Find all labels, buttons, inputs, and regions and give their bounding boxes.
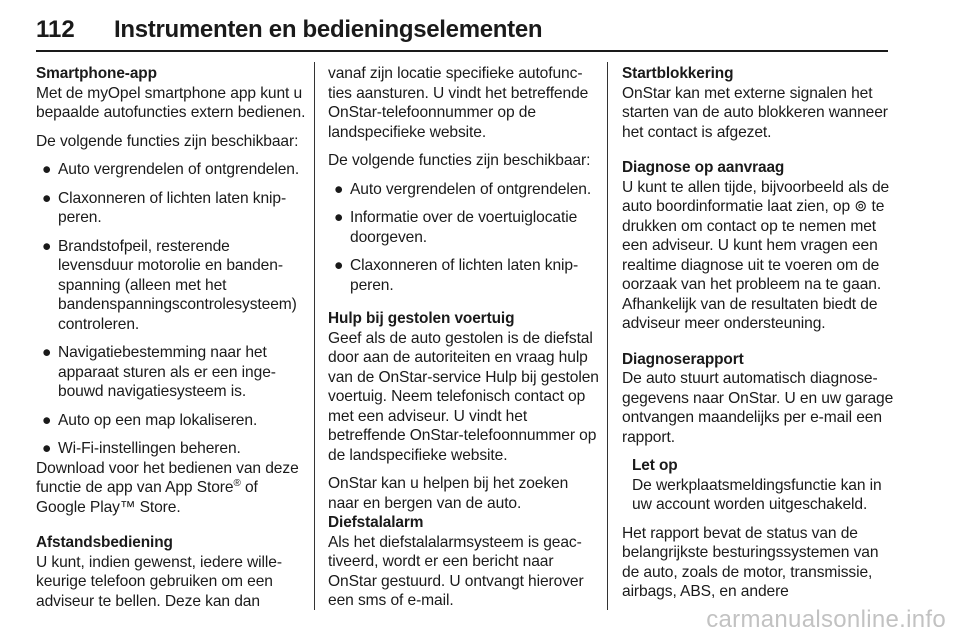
paragraph: U kunt, indien gewenst, iedere willekeurige telefoon gebruiken om een adviseur te bellen. Deze kan dan	[36, 553, 283, 610]
watermark-text: carmanualsonline.info	[706, 606, 946, 633]
section-title-smartphone-app: Smartphone-app	[36, 65, 157, 82]
list-item: ● Auto vergrendelen of ontgrendelen.	[334, 180, 592, 198]
page-number: 112	[36, 16, 75, 43]
bullet-list-smartphone	[36, 160, 308, 459]
bullet-icon: ●	[334, 257, 344, 274]
paragraph: Het rapport bevat de status van de belangrijkste besturingssystemen van de auto, zoals de motor, transmissie, airbags, ABS, en andere	[622, 524, 879, 600]
column-3	[622, 64, 894, 611]
paragraph: De volgende functies zijn beschikbaar:	[328, 152, 591, 169]
paragraph: Met de myOpel smartphone app kunt u bepaalde autofuncties extern bedienen.	[36, 84, 306, 121]
section-title-stolen-vehicle: Hulp bij gestolen voertuig	[328, 310, 515, 327]
list-item: ● Auto vergrendelen of ontgrendelen.	[42, 161, 300, 178]
list-item: ● Navigatiebestemming naar het apparaat sturen als er een ingebouwd navigatiesysteem is.	[42, 344, 276, 400]
column-2	[328, 64, 600, 620]
paragraph: Geef als de auto gestolen is de diefstal door aan de autoriteiten en vraag hulp van de OnStar-service Hulp bij gestolen voertuig. Neem telefonisch contact op met een adviseur. U vindt het betreffende OnStar-telefoonnummer op de landspecifieke website.	[328, 329, 599, 464]
page-header	[36, 14, 888, 54]
onstar-button-icon: ⊚	[854, 198, 868, 215]
list-item: ● Claxonneren of lichten laten knipperen.	[334, 257, 579, 294]
paragraph: OnStar kan met externe signalen het starten van de auto blokkeren wanneer het contact is afgezet.	[622, 84, 888, 141]
paragraph: vanaf zijn locatie specifieke autofuncties aansturen. U vindt het betreffende OnStar-telefoonnummer op de landspecifieke website.	[328, 65, 589, 141]
note-title: Let op	[632, 457, 678, 474]
bullet-icon: ●	[42, 344, 52, 361]
section-title-diagnostic-report: Diagnoserapport	[622, 350, 744, 368]
bullet-icon: ●	[334, 180, 344, 198]
list-item: ● Informatie over de voertuiglocatie doorgeven.	[334, 209, 578, 246]
paragraph: OnStar kan u helpen bij het zoeken naar en bergen van de auto.	[328, 475, 569, 512]
column-divider-1	[314, 62, 315, 610]
section-title-start-block: Startblokkering	[622, 65, 734, 82]
bullet-icon: ●	[42, 440, 52, 457]
paragraph: De auto stuurt automatisch diagnosegegevens naar OnStar. U en uw garage ontvangen maandelijks per e-mail een rapport.	[622, 370, 894, 446]
paragraph: De volgende functies zijn beschikbaar:	[36, 132, 299, 150]
note-box	[622, 456, 894, 515]
column-divider-2	[607, 62, 608, 610]
paragraph-diagnosis: U kunt te allen tijde, bijvoorbeeld als de auto boordinformatie laat zien, op ⊚ te drukken om contact op te nemen met een adviseur. U kunt hem vragen een realtime diagnose uit te voeren om de oorzaak van het probleem na te gaan. Afhankelijk van de resultaten biedt de adviseur meer ondersteuning.	[622, 178, 890, 332]
list-item: ● Auto op een map lokaliseren.	[42, 411, 258, 429]
list-item: ● Claxonneren of lichten laten knipperen.	[42, 189, 287, 226]
section-title-diagnosis-on-demand: Diagnose op aanvraag	[622, 159, 785, 176]
page-title: Instrumenten en bedieningselementen	[114, 16, 543, 43]
bullet-list-remote	[328, 180, 600, 296]
note-text: De werkplaatsmeldingsfunctie kan in uw account worden uitgeschakeld.	[632, 476, 882, 513]
section-title-remote: Afstandsbediening	[36, 534, 173, 551]
section-title-theft-alarm: Diefstalalarm	[328, 514, 424, 531]
list-item: ● Brandstofpeil, resterende levensduur motorolie en bandenspanning (alleen met het bandenspanningscontrolesysteem) controleren.	[42, 237, 297, 333]
header-divider	[36, 50, 888, 52]
bullet-icon: ●	[42, 237, 52, 255]
bullet-icon: ●	[334, 209, 344, 226]
bullet-icon: ●	[42, 189, 52, 207]
list-item: ● Wi-Fi-instellingen beheren.	[42, 440, 241, 457]
bullet-icon: ●	[42, 161, 52, 178]
bullet-icon: ●	[42, 411, 52, 429]
column-1	[36, 64, 308, 620]
paragraph-download: Download voor het bedienen van deze functie de app van App Store® of Google Play™ Store.	[36, 459, 299, 516]
paragraph: Als het diefstalalarmsysteem is geactiveerd, wordt er een bericht naar OnStar gestuurd. U ontvangt hierover een sms of e-mail.	[328, 533, 584, 609]
